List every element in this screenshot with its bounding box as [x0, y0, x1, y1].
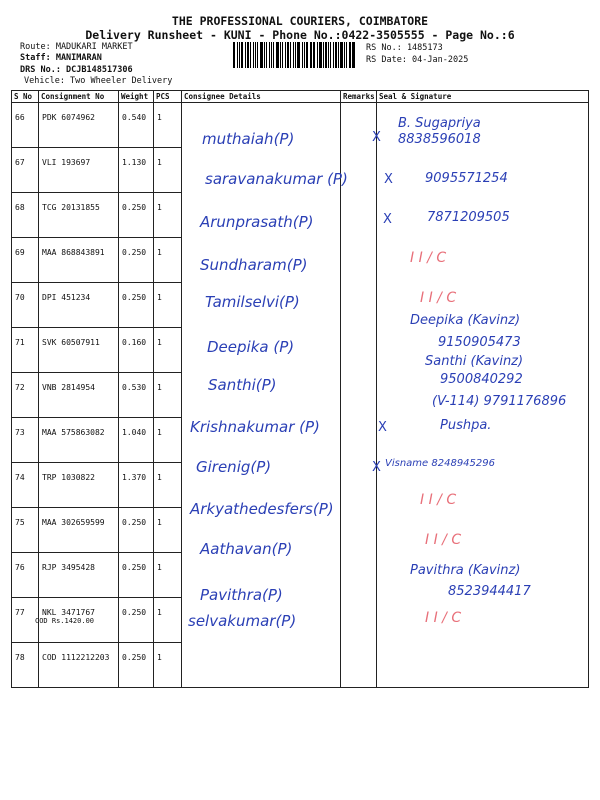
- cell-consignment: NKL 3471767: [39, 598, 119, 643]
- barcode-bar: [340, 42, 343, 68]
- barcode-bar: [297, 42, 300, 68]
- col-weight: Weight: [119, 91, 154, 103]
- cod-amount: COD Rs.1420.00: [35, 617, 95, 625]
- cell-consignment: COD 1112212203: [39, 643, 119, 688]
- cell-signature: [377, 238, 589, 283]
- barcode-bar: [264, 42, 265, 68]
- red-mark: I I / C: [420, 290, 457, 306]
- barcode-bar: [250, 42, 251, 68]
- cell-weight: 0.540: [119, 103, 154, 148]
- cell-sno: 67: [12, 148, 39, 193]
- cell-signature: [377, 643, 589, 688]
- drs-label: DRS No.: DCJB148517306: [20, 65, 133, 75]
- barcode-bar: [330, 42, 331, 68]
- handwritten-name: muthaiah(P): [202, 130, 295, 148]
- handwritten-signature: Pushpa.: [440, 418, 492, 433]
- barcode-bar: [271, 42, 272, 68]
- remark-x-mark: X: [384, 172, 393, 187]
- cell-consignment: PDK 6074962: [39, 103, 119, 148]
- barcode-bar: [325, 42, 327, 68]
- barcode-bar: [349, 42, 351, 68]
- handwritten-name: Arunprasath(P): [200, 213, 314, 231]
- barcode-bar: [323, 42, 324, 68]
- cell-sno: 78: [12, 643, 39, 688]
- barcode-bar: [290, 42, 291, 68]
- cell-pcs: 1: [154, 283, 182, 328]
- cell-remarks: [341, 643, 377, 688]
- cell-weight: 0.250: [119, 508, 154, 553]
- cell-pcs: 1: [154, 508, 182, 553]
- cell-sno: 74: [12, 463, 39, 508]
- vehicle-label: Vehicle: Two Wheeler Delivery: [24, 76, 173, 86]
- cell-pcs: 1: [154, 148, 182, 193]
- col-sno: S No: [12, 91, 39, 103]
- col-signature: Seal & Signature: [377, 91, 589, 103]
- cell-sno: 66: [12, 103, 39, 148]
- cell-sno: 75: [12, 508, 39, 553]
- barcode-bar: [346, 42, 347, 68]
- cell-pcs: 1: [154, 418, 182, 463]
- cell-pcs: 1: [154, 238, 182, 283]
- barcode-bar: [241, 42, 244, 68]
- barcode-bar: [353, 42, 355, 68]
- cell-sno: 71: [12, 328, 39, 373]
- table-row: [12, 103, 589, 148]
- cell-remarks: [341, 283, 377, 328]
- cell-consignee: [182, 643, 341, 688]
- cell-weight: 0.250: [119, 283, 154, 328]
- handwritten-signature: 8838596018: [398, 132, 481, 147]
- cell-pcs: 1: [154, 103, 182, 148]
- barcode-bar: [352, 42, 353, 68]
- runsheet-subtitle: Delivery Runsheet - KUNI - Phone No.:0422-3505555 - Page No.:6: [85, 28, 515, 42]
- cell-sno: 68: [12, 193, 39, 238]
- red-mark: I I / C: [425, 610, 462, 626]
- cell-consignment: MAA 302659599: [39, 508, 119, 553]
- remark-x-mark: X: [372, 460, 381, 475]
- cell-remarks: [341, 238, 377, 283]
- cell-pcs: 1: [154, 328, 182, 373]
- staff-label: Staff: MANIMARAN: [20, 53, 102, 63]
- col-consignee: Consignee Details: [182, 91, 341, 103]
- remark-x-mark: X: [372, 130, 381, 145]
- cell-pcs: 1: [154, 463, 182, 508]
- cell-remarks: [341, 598, 377, 643]
- red-mark: I I / C: [425, 532, 462, 548]
- handwritten-signature: (V-114) 9791176896: [432, 394, 567, 409]
- cell-consignment: VLI 193697: [39, 148, 119, 193]
- cell-weight: 1.040: [119, 418, 154, 463]
- table-row: [12, 598, 589, 643]
- cell-remarks: [341, 553, 377, 598]
- remark-x-mark: X: [378, 420, 387, 435]
- col-consignment: Consignment No: [39, 91, 119, 103]
- col-remarks: Remarks: [341, 91, 377, 103]
- handwritten-signature: 9500840292: [440, 372, 523, 387]
- barcode-bar: [257, 42, 258, 68]
- barcode-bar: [260, 42, 263, 68]
- cell-pcs: 1: [154, 598, 182, 643]
- cell-weight: 0.250: [119, 553, 154, 598]
- barcode-bar: [313, 42, 315, 68]
- cell-weight: 0.530: [119, 373, 154, 418]
- cell-weight: 1.370: [119, 463, 154, 508]
- cell-weight: 0.250: [119, 598, 154, 643]
- cell-signature: [377, 598, 589, 643]
- barcode-bar: [338, 42, 339, 68]
- barcode: [233, 42, 357, 68]
- barcode-bar: [255, 42, 257, 68]
- rs-date: RS Date: 04-Jan-2025: [366, 55, 469, 65]
- handwritten-name: Tamilselvi(P): [205, 293, 300, 311]
- cell-pcs: 1: [154, 193, 182, 238]
- cell-consignment: TCG 20131855: [39, 193, 119, 238]
- barcode-bar: [245, 42, 246, 68]
- barcode-bar: [266, 42, 267, 68]
- handwritten-name: Girenig(P): [196, 458, 272, 476]
- table-header-row: [12, 91, 589, 103]
- barcode-bar: [239, 42, 240, 68]
- cell-pcs: 1: [154, 553, 182, 598]
- barcode-bar: [233, 42, 235, 68]
- barcode-bar: [276, 42, 279, 68]
- cell-remarks: [341, 328, 377, 373]
- barcode-bar: [237, 42, 238, 68]
- barcode-bar: [285, 42, 286, 68]
- handwritten-name: Santhi(P): [208, 376, 277, 394]
- col-pcs: PCS: [154, 91, 182, 103]
- cell-weight: 0.250: [119, 238, 154, 283]
- cell-remarks: [341, 193, 377, 238]
- barcode-bar: [310, 42, 311, 68]
- barcode-bar: [317, 42, 318, 68]
- barcode-bar: [328, 42, 329, 68]
- cell-consignment: MAA 868843891: [39, 238, 119, 283]
- barcode-bar: [344, 42, 345, 68]
- cell-signature: [377, 508, 589, 553]
- barcode-bar: [282, 42, 283, 68]
- remark-x-mark: X: [383, 212, 392, 227]
- handwritten-name: Sundharam(P): [200, 256, 308, 274]
- cell-signature: [377, 463, 589, 508]
- handwritten-signature: B. Sugapriya: [398, 116, 481, 131]
- cell-weight: 1.130: [119, 148, 154, 193]
- barcode-bar: [304, 42, 305, 68]
- cell-consignment: VNB 2814954: [39, 373, 119, 418]
- barcode-bar: [311, 42, 312, 68]
- barcode-bar: [333, 42, 334, 68]
- barcode-bar: [269, 42, 271, 68]
- cell-consignment: DPI 451234: [39, 283, 119, 328]
- red-mark: I I / C: [410, 250, 447, 266]
- barcode-bar: [319, 42, 322, 68]
- cell-remarks: [341, 508, 377, 553]
- handwritten-name: Krishnakumar (P): [190, 418, 320, 436]
- handwritten-signature: 9150905473: [438, 335, 521, 350]
- cell-consignment: RJP 3495428: [39, 553, 119, 598]
- handwritten-name: Pavithra(P): [200, 586, 283, 604]
- barcode-bar: [253, 42, 254, 68]
- handwritten-signature: 8523944417: [448, 584, 531, 599]
- barcode-bar: [293, 42, 294, 68]
- cell-sno: 77: [12, 598, 39, 643]
- rs-number: RS No.: 1485173: [366, 43, 443, 53]
- handwritten-signature: 7871209505: [427, 210, 510, 225]
- handwritten-name: Arkyathedesfers(P): [190, 500, 334, 518]
- cell-sno: 69: [12, 238, 39, 283]
- route-label: Route: MADUKARI MARKET: [20, 42, 133, 52]
- barcode-bar: [247, 42, 249, 68]
- handwritten-name: Aathavan(P): [200, 540, 293, 558]
- handwritten-signature: 9095571254: [425, 171, 508, 186]
- barcode-bar: [335, 42, 337, 68]
- barcode-bar: [273, 42, 274, 68]
- cell-weight: 0.160: [119, 328, 154, 373]
- barcode-bar: [287, 42, 289, 68]
- barcode-bar: [280, 42, 282, 68]
- barcode-bar: [295, 42, 297, 68]
- cell-consignment: MAA 575863082: [39, 418, 119, 463]
- cell-sno: 73: [12, 418, 39, 463]
- cell-remarks: [341, 373, 377, 418]
- handwritten-name: saravanakumar (P): [205, 170, 348, 188]
- handwritten-signature: Santhi (Kavinz): [425, 354, 524, 369]
- cell-pcs: 1: [154, 373, 182, 418]
- table-row: [12, 643, 589, 688]
- barcode-bar: [302, 42, 303, 68]
- handwritten-signature: Deepika (Kavinz): [410, 313, 521, 328]
- handwritten-signature: Pavithra (Kavinz): [410, 563, 521, 578]
- cell-pcs: 1: [154, 643, 182, 688]
- cell-consignment: SVK 60507911: [39, 328, 119, 373]
- cell-remarks: [341, 418, 377, 463]
- cell-sno: 76: [12, 553, 39, 598]
- handwritten-name: selvakumar(P): [188, 612, 297, 630]
- company-title: THE PROFESSIONAL COURIERS, COIMBATORE: [171, 14, 429, 28]
- cell-sno: 70: [12, 283, 39, 328]
- cell-weight: 0.250: [119, 643, 154, 688]
- cell-consignment: TRP 1030822: [39, 463, 119, 508]
- red-mark: I I / C: [420, 492, 457, 508]
- cell-weight: 0.250: [119, 193, 154, 238]
- handwritten-name: Deepika (P): [207, 338, 295, 356]
- cell-sno: 72: [12, 373, 39, 418]
- handwritten-signature: Visname 8248945296: [385, 458, 495, 469]
- barcode-bar: [306, 42, 308, 68]
